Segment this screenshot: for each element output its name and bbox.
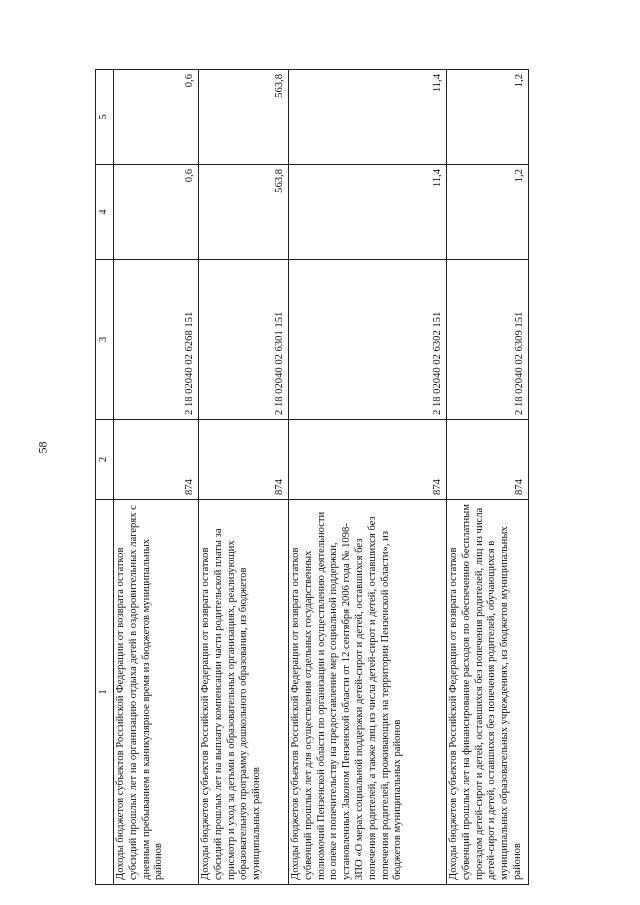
column-header-2: 2 [96,420,114,500]
row-description: Доходы бюджетов субъектов Российской Федерации от возврата остатков субвенций прошлых лет для осуществления отдельных государственных полномочий Пензенской области по организации и осуществлению деятельности по опеке и попечительству на предоставление мер социальной поддержки, установленных Законом Пензенской области от 12 сентября 2006 года № 1098-ЗПО «О мерах социальной поддержки детей-сирот и детей, оставшихся без попечения родителей, а также лиц из числа детей-сирот и детей, оставшихся без попечения родителей, проживающих на территории Пензенской области», из бюджетов муниципальных районов [289,500,447,885]
revenue-table [95,69,529,885]
column-header-5: 5 [96,70,114,165]
row-budget-code: 2 18 02040 02 6302 151 [289,260,447,420]
row-description: Доходы бюджетов субъектов Российской Федерации от возврата остатков субсидий прошлых лет на выплату компенсации части родительской платы за присмотр и уход за детьми в образовательных организациях, реализующих образовательную программу дошкольного образования, из бюджетов муниципальных районов [199,500,289,885]
row-admin-code: 874 [289,420,447,500]
column-header-4: 4 [96,165,114,260]
rotated-table-container [95,70,525,885]
row-budget-code: 2 18 02040 02 6301 151 [199,260,289,420]
row-budget-code: 2 18 02040 02 6309 151 [447,260,529,420]
row-admin-code: 874 [114,420,199,500]
column-header-1: 1 [96,500,114,885]
table-row [447,70,529,885]
row-value-5: 1,2 [447,70,529,165]
row-admin-code: 874 [199,420,289,500]
row-value-5: 0,6 [114,70,199,165]
row-value-4: 11,4 [289,165,447,260]
page-number: 58 [35,441,50,454]
row-value-4: 0,6 [114,165,199,260]
column-header-3: 3 [96,260,114,420]
row-value-4: 563,8 [199,165,289,260]
row-value-4: 1,2 [447,165,529,260]
row-value-5: 563,8 [199,70,289,165]
row-admin-code: 874 [447,420,529,500]
table-row [289,70,447,885]
table-row [114,70,199,885]
row-budget-code: 2 18 02040 02 6268 151 [114,260,199,420]
row-value-5: 11,4 [289,70,447,165]
row-description: Доходы бюджетов субъектов Российской Федерации от возврата остатков субсидий прошлых лет на организацию отдыха детей в оздоровительных лагерях с дневным пребыванием в каникулярное время из бюджетов муниципальных районов [114,500,199,885]
table-row [199,70,289,885]
header-row [96,70,114,885]
row-description: Доходы бюджетов субъектов Российской Федерации от возврата остатков субвенций прошлых лет на финансирование расходов по обеспечению бесплатным проездом детей-сирот и детей, оставшихся без попечения родителей, лиц из числа детей-сирот и детей, оставшихся без попечения родителей, обучающихся в муниципальных образовательных учреждениях, из бюджетов муниципальных районов [447,500,529,885]
